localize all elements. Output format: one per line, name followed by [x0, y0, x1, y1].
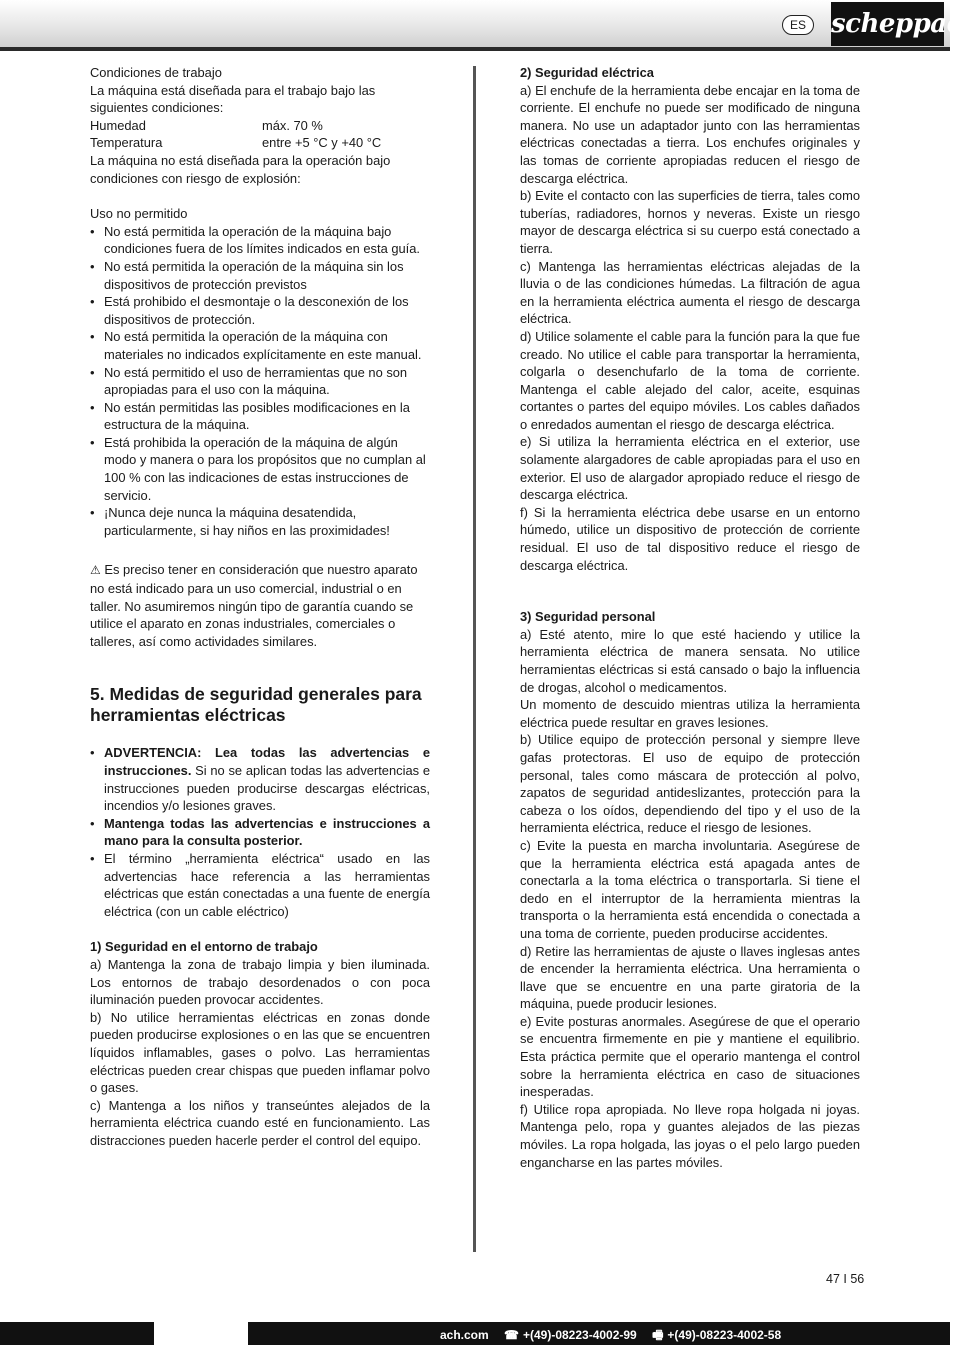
subsection-1-title: 1) Seguridad en el entorno de trabajo	[90, 939, 318, 955]
paragraph: c) Mantenga a los niños y transeúntes alejados de la herramienta eléctrica cuando esté en funcionamiento. Las distracciones pueden hacerle perder el control del equipo.	[90, 1097, 430, 1148]
warning-triangle-icon: ⚠	[90, 563, 101, 578]
warning-rest: Si no se aplican todas las advertencias e instrucciones pueden producirse descargas eléctricas, incendios y/o lesiones graves.	[104, 763, 430, 814]
list-item: • No está permitido el uso de herramientas que no son apropiadas para el uso con la máquina.	[90, 364, 430, 399]
warning-bold: ADVERTENCIA: Lea todas las advertencias e instrucciones.	[104, 745, 430, 778]
paragraph: b) Utilice equipo de protección personal y siempre lleve gafas protectoras. El uso de equipo de protección personal, tales como máscara de protección al polvo, zapatos de seguridad antideslizantes, protección para la cabeza o los oídos, dependiendo del tipo y el uso de la herramienta eléctrica, reduce el riesgo de lesiones.	[520, 732, 860, 836]
paragraph: e) Si utiliza la herramienta eléctrica en el exterior, use solamente alargadores de cable apropiadas para el uso en exterior. El uso de alargador apropiado reduce el riesgo de descarga eléctrica.	[520, 434, 860, 503]
footer-bar	[0, 1322, 950, 1345]
prohibited-use-list	[90, 223, 430, 540]
list-item: • No está permitida la operación de la máquina sin los dispositivos de protección previstos	[90, 258, 430, 293]
paragraph: e) Evite posturas anormales. Asegúrese de que el operario se encuentra firmemente en pie y mantiene el equilibrio. Esta práctica permite que el operario mantenga el control sobre la herramienta eléctrica en caso de situaciones inesperadas.	[520, 1013, 860, 1100]
list-item: • No están permitidas las posibles modificaciones en la estructura de la máquina.	[90, 399, 430, 434]
prohibited-use-title: Uso no permitido	[90, 206, 188, 222]
temperature-value: entre +5 °C y +40 °C	[262, 135, 382, 151]
section-5-title: 5. Medidas de seguridad generales para herramientas eléctricas	[90, 684, 422, 726]
paragraph: a) El enchufe de la herramienta debe encajar en la toma de corriente. El enchufe no puede ser modificado de ninguna manera. No use un adaptador junto con las herramientas eléctricas conectadas a tierra. Los enchufes originales y las tomas de corriente apropiadas reducen el riesgo de descarga eléctrica.	[520, 82, 860, 186]
footer-contact	[440, 1326, 781, 1347]
paragraph: b) No utilice herramientas eléctricas en zonas donde pueden producirse explosiones o en las que se encuentren líquidos inflamables, gases o polvo. Las herramientas eléctricas pueden crear chispas que pueden inflamar polvo o gases.	[90, 1009, 430, 1096]
header-rule	[0, 47, 950, 51]
conditions-intro: La máquina está diseñada para el trabajo bajo las siguientes condiciones:	[90, 82, 376, 116]
paragraph: c) Evite la puesta en marcha involuntaria. Asegúrese de que la herramienta eléctrica está apagada antes de conectarla a la toma eléctrica o transportarla. Si tiene el dedo en el interruptor de la herramienta mientras la transporta o la herramienta está encendida o conectada a una toma de corriente, pueden producirse accidentes.	[520, 837, 860, 941]
paragraph: d) Utilice solamente el cable para la función para la que fue creado. No utilice el cable para transportar la herramienta, colgarla o desenchufarlo de la toma de corriente. Mantenga el cable alejado del calor, aceite, esquinas cortantes o partes del equipo móviles. Los cables dañados o enredados aumentan el riesgo de descarga eléctrica.	[520, 328, 860, 432]
subsection-3-title: 3) Seguridad personal	[520, 609, 656, 625]
warning-note	[90, 561, 430, 650]
paragraph: a) Esté atento, mire lo que esté haciendo y utilice la herramienta eléctrica de manera sensata. No utilice herramientas eléctricas si está cansado o bajo la influencia de drogas, alcohol o medicamentos.	[520, 626, 860, 695]
list-item	[90, 744, 430, 814]
list-item	[90, 815, 430, 850]
list-item: • Está prohibido el desmontaje o la desconexión de los dispositivos de protección.	[90, 293, 430, 328]
paragraph: f) Utilice ropa apropiada. No lleve ropa holgada ni joyas. Mantenga pelo, ropa y guantes alejados de las piezas móviles. La ropa holgada, las joyas o el pelo largo pueden engancharse en las partes móviles.	[520, 1101, 860, 1170]
conditions-explosion: La máquina no está diseñada para la operación bajo condiciones con riesgo de explosión:	[90, 152, 391, 186]
list-item: • El término „herramienta eléctrica“ usado en las advertencias hace referencia a las herramientas eléctricas que están conectadas a una fuente de energía eléctrica (con un cable eléctrico)	[90, 850, 430, 920]
paragraph: d) Retire las herramientas de ajuste o llaves inglesas antes de encender la herramienta eléctrica. Una herramienta o llave que se encuentre en una parte giratoria de la máquina, puede producir lesiones.	[520, 943, 860, 1012]
keep-instructions: Mantenga todas las advertencias e instrucciones a mano para la consulta posterior.	[104, 815, 430, 849]
humidity-value: máx. 70 %	[262, 117, 323, 133]
warning-note-text: Es preciso tener en consideración que nuestro aparato no está indicado para un uso comercial, industrial o en taller. No asumiremos ningún tipo de garantía cuando se utilice el aparato en zonas industriales, comerciales o talleres, así como actividades similares.	[90, 562, 418, 649]
paragraph: c) Mantenga las herramientas eléctricas alejadas de la lluvia o de las condiciones húmedas. La filtración de agua en la herramienta eléctrica aumenta el riesgo de descarga eléctrica.	[520, 258, 860, 327]
column-divider	[473, 66, 476, 1252]
list-item: • Está prohibida la operación de la máquina de algún modo y manera o para los propósitos que no cumplan al 100 % con las indicaciones de estas instrucciones de servicio.	[90, 434, 430, 504]
footer-phone: +(49)-08223-4002-99	[522, 1328, 637, 1342]
left-column	[90, 64, 430, 1149]
phone-icon: ☎	[504, 1328, 519, 1342]
subsection-2-title: 2) Seguridad eléctrica	[520, 65, 654, 80]
right-column	[520, 64, 860, 1171]
humidity-row	[90, 117, 430, 135]
humidity-label: Humedad	[90, 117, 146, 133]
paragraph: f) Si la herramienta eléctrica debe usarse en un entorno húmedo, utilice un dispositivo de protección de corriente residual. El uso de tal dispositivo reduce el riesgo de descarga eléctrica.	[520, 504, 860, 573]
brand-logo: scheppach	[831, 2, 944, 46]
footer-website: ach.com	[440, 1328, 489, 1342]
paragraph: a) Mantenga la zona de trabajo limpia y bien iluminada. Los entornos de trabajo desordenados o con poca iluminación pueden provocar accidentes.	[90, 956, 430, 1008]
list-item: • No está permitida la operación de la máquina con materiales no indicados explícitamente en este manual.	[90, 328, 430, 363]
footer-white-block	[154, 1322, 248, 1345]
page-number: 47 I 56	[826, 1272, 865, 1286]
conditions-title: Condiciones de trabajo	[90, 65, 222, 80]
footer-fax: +(49)-08223-4002-58	[667, 1328, 782, 1342]
section-5-list	[90, 744, 430, 920]
language-badge: ES	[782, 15, 814, 35]
list-item: • ¡Nunca deje nunca la máquina desatendida, particularmente, si hay niños en las proximidades!	[90, 504, 430, 539]
fax-icon: 🖷	[652, 1328, 664, 1342]
paragraph: Un momento de descuido mientras utiliza la herramienta eléctrica puede resultar en graves lesiones.	[520, 697, 860, 730]
list-item: • No está permitida la operación de la máquina bajo condiciones fuera de los límites indicados en esta guía.	[90, 223, 430, 258]
temperature-label: Temperatura	[90, 135, 163, 151]
temperature-row	[90, 134, 430, 152]
paragraph: b) Evite el contacto con las superficies de tierra, tales como tuberías, radiadores, hornos y neveras. Existe un riesgo mayor de descarga eléctrica si su cuerpo está conectado a tierra.	[520, 188, 860, 256]
